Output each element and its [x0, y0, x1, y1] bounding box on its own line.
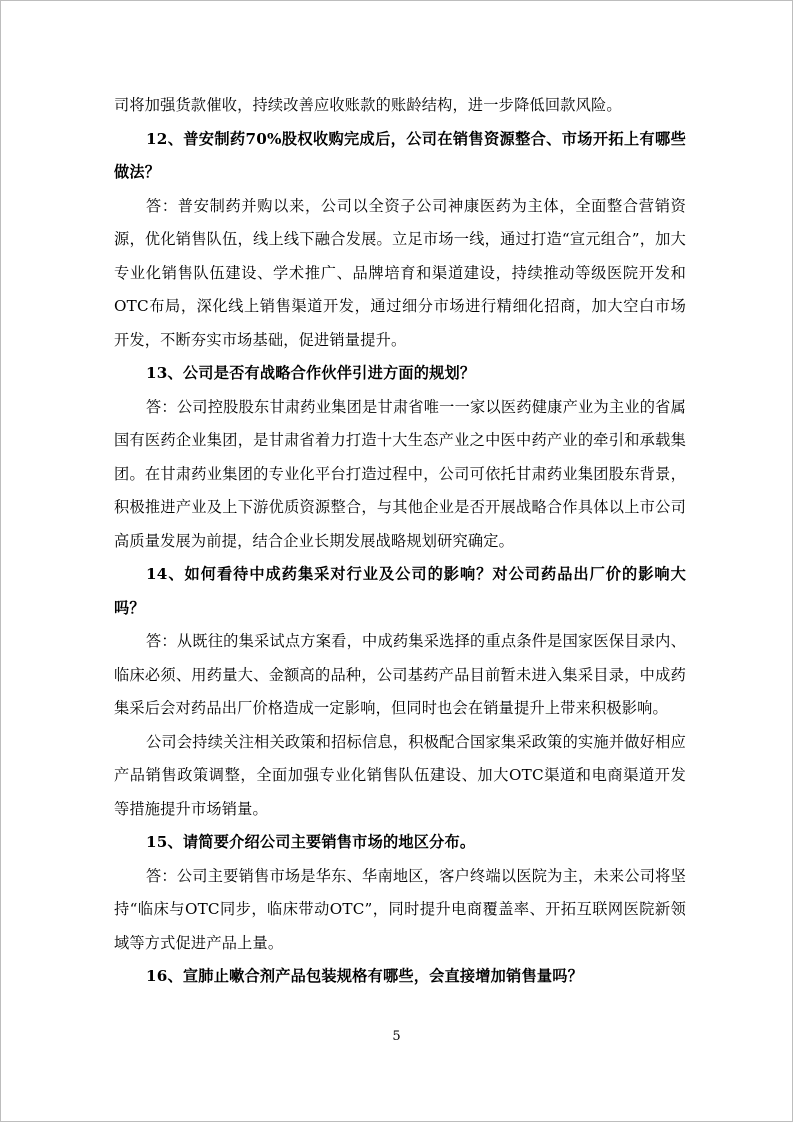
answer-14-continued: 公司会持续关注相关政策和招标信息，积极配合国家集采政策的实施并做好相应产品销售政策调整，全面加强专业化销售队伍建设、加大OTC渠道和电商渠道开发等措施提升市场销量。: [114, 732, 686, 818]
answer-14: 答：从既往的集采试点方案看，中成药集采选择的重点条件是国家医保目录内、临床必须、用药量大、金额高的品种，公司基药产品目前暂未进入集采目录，中成药集采后会对药品出厂价格造成一定影响，但同时也会在销量提升上带来积极影响。: [114, 632, 686, 717]
page-number: 5: [392, 1029, 401, 1044]
question-16: 16、宣肺止嗽合剂产品包装规格有哪些，会直接增加销售量吗？: [146, 967, 583, 985]
answer-13: 答：公司控股股东甘肃药业集团是甘肃省唯一一家以医药健康产业为主业的省属国有医药企业集团，是甘肃省着力打造十大生态产业之中医中药产业的牵引和承载集团。在甘肃药业集团的专业化平台打造过程中，公司可依托甘肃药业集团股东背景，积极推进产业及上下游优质资源整合，与其他企业是否开展战略合作具体以上市公司高质量发展为前提，结合企业长期发展战略规划研究确定。: [114, 397, 686, 550]
question-15: 15、请简要介绍公司主要销售市场的地区分布。: [146, 833, 476, 851]
page-content: [114, 89, 686, 994]
answer-15: 答：公司主要销售市场是华东、华南地区，客户终端以医院为主，未来公司将坚持“临床与OTC同步，临床带动OTC”，同时提升电商覆盖率、开拓互联网医院新领域等方式促进产品上量。: [114, 866, 686, 952]
question-14: 14、如何看待中成药集采对行业及公司的影响？对公司药品出厂价的影响大吗？: [114, 565, 686, 617]
question-12: 12、普安制药70%股权收购完成后，公司在销售资源整合、市场开拓上有哪些做法？: [114, 129, 686, 181]
answer-12: 答：普安制药并购以来，公司以全资子公司神康医药为主体，全面整合营销资源，优化销售队伍，线上线下融合发展。立足市场一线，通过打造“宣元组合”，加大专业化销售队伍建设、学术推广、品牌培育和渠道建设，持续推动等级医院开发和OTC布局，深化线上销售渠道开发，通过细分市场进行精细化招商，加大空白市场开发，不断夯实市场基础，促进销量提升。: [114, 196, 686, 349]
paragraph-body-continuation: 司将加强货款催收，持续改善应收账款的账龄结构，进一步降低回款风险。: [114, 96, 622, 114]
question-13: 13、公司是否有战略合作伙伴引进方面的规划？: [146, 364, 476, 382]
